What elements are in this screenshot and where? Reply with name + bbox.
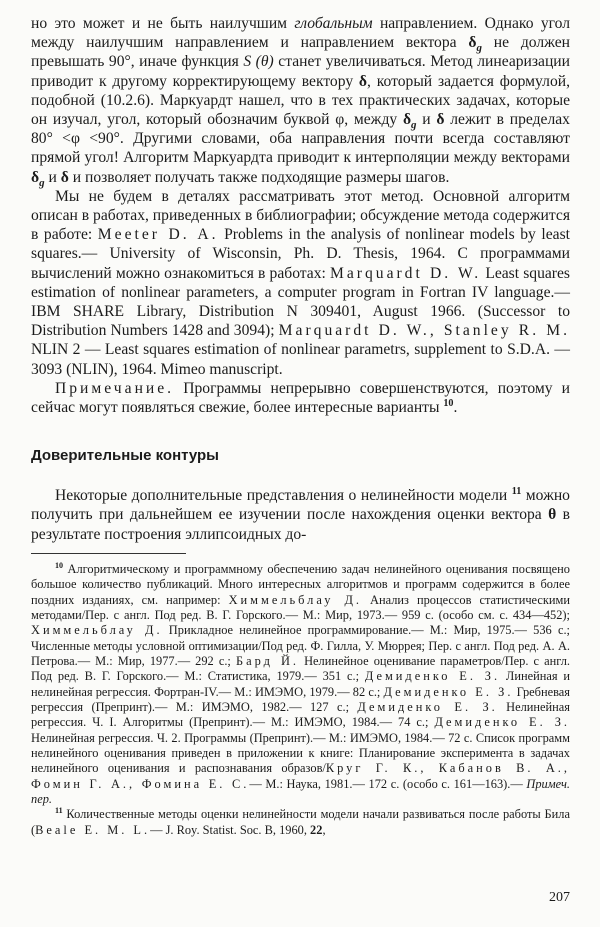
paragraph-note: Примечание. Программы непрерывно совершенствуются, поэтому и сейчас могут появляться свежие, более интересные варианты $^{10}$. (31, 379, 570, 417)
footnote-10: $^{10}$ Алгоритмическому и программному обеспечению задач нелинейного оценивания посвящено большое количество публикаций. Много интересных алгоритмов и программ содержится в более поздних изданиях, см. например: Химмельблау Д. Анализ процессов статистическими методами/Пер. с англ. Под ред. В. Г. Горского.— М.: Мир, 1973.— 959 с. (особо см. с. 434—452); Химмельблау Д. Прикладное нелинейное программирование.— М.: Мир, 1975.— 536 с.; Численные методы условной оптимизации/Под ред. Ф. Гилла, У. Мюррея; Пер. с англ. Под ред. А. А. Петрова.— М.: Мир, 1977.— 292 с.; Бард Й. Нелинейное оценивание параметров/Пер. с англ. Под ред. В. Г. Горского.— М.: Статистика, 1979.— 351 с.; Демиденко Е. З. Линейная и нелинейная регрессия. Фортран-IV.— М.: ИМЭМО, 1979.— 82 с.; Демиденко Е. З. Гребневая регрессия (Препринт).— М.: ИМЭМО, 1982.— 127 с.; Демиденко Е. З. Нелинейная регрессия. Ч. I. Алгоритмы (Препринт).— М.: ИМЭМО, 1984.— 74 с.; Демиденко Е. З. Нелинейная регрессия. Ч. 2. Программы (Препринт).— М.: ИМЭМО, 1984.— 72 с. Список программ нелинейного оценивания приведен в приложении к книге: Планирование эксперимента в задачах нелинейного оценивания и распознавания образов/Круг Г. К., Кабанов В. А., Фомин Г. А., Фомина Е. С.— М.: Наука, 1981.— 172 с. (особо с. 161—163).— Примеч. пер. (31, 560, 571, 807)
footnote-11: $^{11}$ Количественные методы оценки нелинейности модели начали развиваться после работы Била (Beale E. M. L.— J. Roy. Statist. Soc. B, 1960, 22, (31, 806, 570, 837)
footnote-ref-10: 10 (443, 397, 454, 409)
section-heading: Доверительные контуры (31, 447, 219, 465)
paragraph-marquardt-method: но это может и не быть наилучшим глобальным направлением. Однако угол между наилучшим направлением и направлением вектора $\delta_g$ не должен превышать 90°, иначе функция S (θ) станет увеличиваться. Метод линеаризации приводит к другому корректирующему вектору δ, который задается формулой, подобной (10.2.6). Маркуардт нашел, что в тех практических задачах, которые он изучал, угол, который обозначим буквой φ, между $\delta_g$ и δ лежит в пределах 80° <φ <90°. Другими словами, оба направления почти всегда составляют прямой угол! Алгоритм Маркуардта приводит к интерполяции между векторами $\delta_g$ и δ и позволяет получать также подходящие размеры шагов. (31, 15, 571, 189)
paragraph-references: Мы не будем в деталях рассматривать этот метод. Основной алгоритм описан в работах, приведенных в библиографии; обсуждение метода содержится в работе: Meeter D. A. Problems in the analysis of nonlinear models by least squares.— University of Wisconsin, Ph. D. Thesis, 1964. С программами вычислений можно ознакомиться в работах: Marquardt D. W. Least squares estimation of nonlinear parameters, a computer program in Fortran IV language.— IBM SHARE Library, Distribution N 309401, August 1966. (Successor to Distribution Numbers 1428 and 3094); Marquardt D. W., Stanley R. M. NLIN 2 — Least squares estimation of nonlinear parametrs, supplement to S.D.A. — 3093 (NLIN), 1964. Mimeo manuscript. (31, 187, 570, 378)
paragraph-confidence-contours: Некоторые дополнительные представления о нелинейности модели $^{11}$ можно получить при дальнейшем ее изучении после нахождения оценки вектора θ в результате построения эллипсоидных до- (31, 486, 571, 543)
footnote-ref-11: 11 (511, 486, 522, 498)
footnote-divider (31, 553, 186, 554)
page-number: 207 (549, 890, 570, 905)
